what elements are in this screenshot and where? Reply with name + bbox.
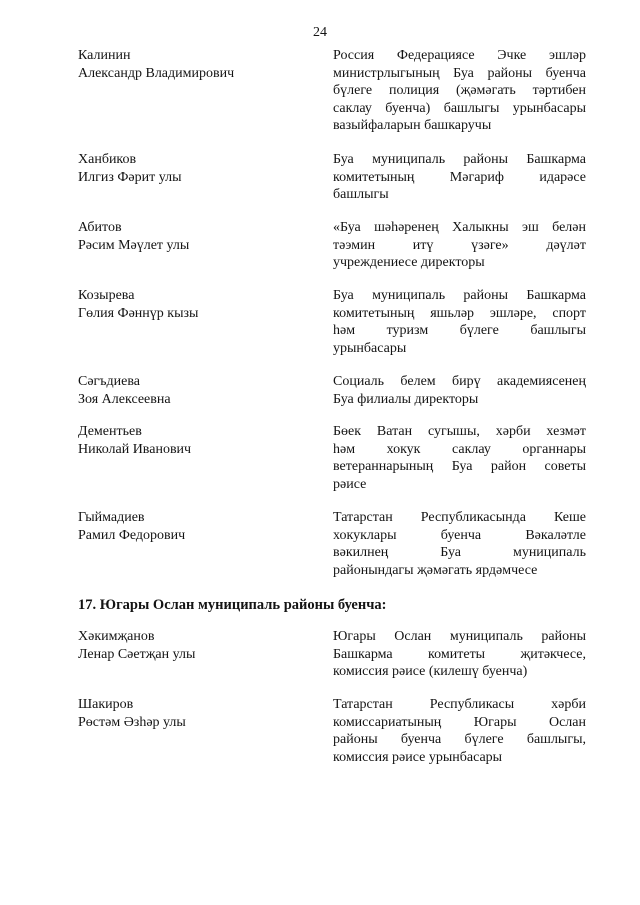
member-given-name: Рөстәм Әзһәр улы xyxy=(78,714,186,730)
position-line: вәкилнең Буа муниципаль xyxy=(333,545,586,561)
member-name xyxy=(78,628,298,663)
member-surname: Калинин xyxy=(78,48,131,63)
position-line: ветераннарының Буа район советы xyxy=(333,459,586,475)
position-line: һәм хокук саклау органнары xyxy=(333,441,586,457)
position-line: Башкарма комитеты җитәкчесе, xyxy=(333,646,586,662)
member-position xyxy=(333,373,586,408)
position-line: урынбасары xyxy=(333,340,407,356)
position-line: хокуклары буенча Вәкаләтле xyxy=(333,527,586,543)
position-line: бүлеге полиция (җәмәгать тәртибен xyxy=(333,83,586,99)
position-line: министрлыгының Буа районы буенча xyxy=(333,65,586,81)
member-given-name: Ленар Сәетҗан улы xyxy=(78,646,196,662)
member-surname: Шакиров xyxy=(78,697,134,712)
position-line: комиссариатының Югары Ослан xyxy=(333,714,586,730)
member-surname: Абитов xyxy=(78,220,122,235)
member-name xyxy=(78,219,298,254)
member-name xyxy=(78,151,298,186)
member-surname: Хәкимҗанов xyxy=(78,629,155,644)
position-line: Татарстан Республикасы хәрби xyxy=(333,697,586,712)
position-line: саклау буенча) башлыгы урынбасары xyxy=(333,100,586,116)
position-line: һәм туризм бүлеге башлыгы xyxy=(333,323,586,339)
position-line: Югары Ослан муниципаль районы xyxy=(333,629,586,644)
position-line: Буа филиалы директоры xyxy=(333,391,479,407)
member-name xyxy=(78,423,298,458)
member-given-name: Зоя Алексеевна xyxy=(78,391,171,407)
position-line: башлыгы xyxy=(333,187,389,203)
position-line: районы буенча бүлеге башлыгы, xyxy=(333,732,586,748)
member-position xyxy=(333,696,586,766)
position-line: Социаль белем бирү академиясенең xyxy=(333,374,586,389)
member-name xyxy=(78,696,298,731)
member-surname: Ханбиков xyxy=(78,152,137,167)
member-position xyxy=(333,423,586,493)
member-given-name: Рәсим Мәүлет улы xyxy=(78,237,190,253)
position-line: Буа муниципаль районы Башкарма xyxy=(333,152,586,167)
member-given-name: Илгиз Фәрит улы xyxy=(78,169,182,185)
position-line: тәэмин итү үзәге» дәүләт xyxy=(333,237,586,253)
member-name xyxy=(78,47,298,82)
position-line: комитетының Мәгариф идарәсе xyxy=(333,169,586,185)
member-surname: Сәгъдиева xyxy=(78,374,141,389)
member-surname: Козырева xyxy=(78,288,135,303)
member-name xyxy=(78,287,298,322)
position-line: Татарстан Республикасында Кеше xyxy=(333,510,586,525)
member-surname: Дементьев xyxy=(78,424,142,439)
member-position xyxy=(333,509,586,579)
member-position xyxy=(333,151,586,204)
position-line: районындагы җәмәгать ярдәмчесе xyxy=(333,562,538,578)
member-name xyxy=(78,373,298,408)
position-line: комитетының яшьләр эшләре, спорт xyxy=(333,305,586,321)
position-line: Буа муниципаль районы Башкарма xyxy=(333,288,586,303)
position-line: рәисе xyxy=(333,476,367,492)
position-line: вазыйфаларын башкаручы xyxy=(333,118,492,134)
position-line: комиссия рәисе (килешү буенча) xyxy=(333,664,528,680)
position-line: Бөек Ватан сугышы, хәрби хезмәт xyxy=(333,424,586,439)
section-heading: 17. Югары Ослан муниципаль районы буенча: xyxy=(78,597,387,613)
position-line: Россия Федерациясе Эчке эшләр xyxy=(333,48,586,63)
member-position xyxy=(333,47,586,135)
member-position xyxy=(333,219,586,272)
member-surname: Гыймадиев xyxy=(78,510,145,525)
member-name xyxy=(78,509,298,544)
member-given-name: Александр Владимирович xyxy=(78,65,235,81)
member-position xyxy=(333,287,586,357)
position-line: учреждениесе директоры xyxy=(333,255,485,271)
position-line: комиссия рәисе урынбасары xyxy=(333,749,503,765)
page-number: 24 xyxy=(313,25,327,40)
member-given-name: Гөлия Фәннүр кызы xyxy=(78,305,199,321)
position-line: «Буа шәһәренең Халыкны эш белән xyxy=(333,220,586,235)
member-given-name: Николай Иванович xyxy=(78,441,192,457)
member-given-name: Рамил Федорович xyxy=(78,527,186,543)
member-position xyxy=(333,628,586,681)
